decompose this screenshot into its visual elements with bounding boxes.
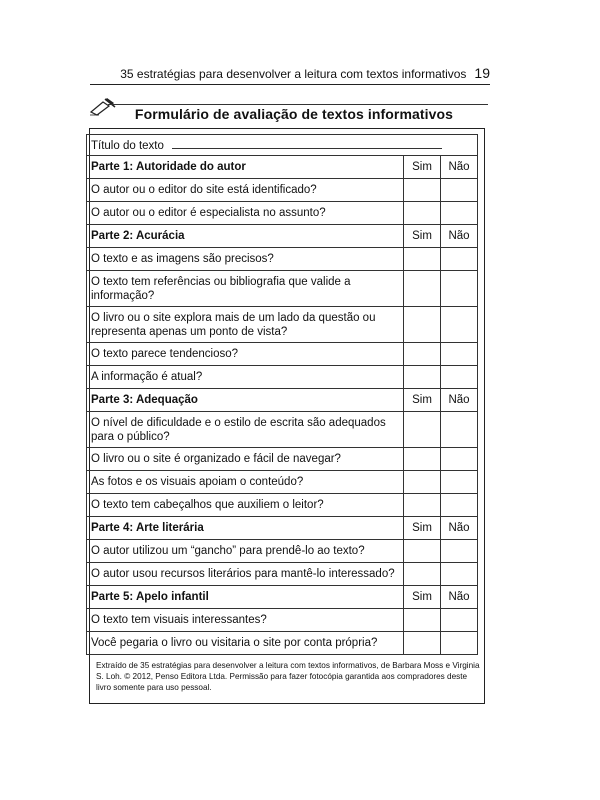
- page-number: 19: [474, 65, 490, 81]
- question-text: As fotos e os visuais apoiam o conteúdo?: [87, 471, 404, 494]
- text-title-blank[interactable]: [172, 138, 442, 149]
- question-row: [87, 540, 478, 563]
- yes-checkbox-cell[interactable]: [404, 494, 441, 517]
- yes-checkbox-cell[interactable]: [404, 448, 441, 471]
- section-heading: Parte 2: Acurácia: [87, 225, 404, 248]
- yes-checkbox-cell[interactable]: [404, 540, 441, 563]
- question-text: O texto tem visuais interessantes?: [87, 609, 404, 632]
- question-text: Você pegaria o livro ou visitaria o site por conta própria?: [87, 632, 404, 655]
- no-checkbox-cell[interactable]: [441, 248, 478, 271]
- running-header: [90, 64, 490, 85]
- yes-checkbox-cell[interactable]: [404, 179, 441, 202]
- section-heading: Parte 4: Arte literária: [87, 517, 404, 540]
- no-checkbox-cell[interactable]: [441, 494, 478, 517]
- no-checkbox-cell[interactable]: [441, 343, 478, 366]
- no-column-header: Não: [441, 225, 478, 248]
- yes-checkbox-cell[interactable]: [404, 563, 441, 586]
- title-rule: [108, 104, 488, 105]
- question-text: O texto parece tendencioso?: [87, 343, 404, 366]
- yes-column-header: Sim: [404, 389, 441, 412]
- yes-checkbox-cell[interactable]: [404, 366, 441, 389]
- no-column-header: Não: [441, 586, 478, 609]
- question-row: [87, 563, 478, 586]
- book-title: 35 estratégias para desenvolver a leitura com textos informativos: [120, 67, 467, 81]
- no-checkbox-cell[interactable]: [441, 609, 478, 632]
- question-row: [87, 609, 478, 632]
- question-row: [87, 202, 478, 225]
- question-row: [87, 471, 478, 494]
- question-text: O texto tem cabeçalhos que auxiliem o leitor?: [87, 494, 404, 517]
- question-text: O autor ou o editor é especialista no assunto?: [87, 202, 404, 225]
- question-row: [87, 632, 478, 655]
- section-heading: Parte 1: Autoridade do autor: [87, 156, 404, 179]
- section-header-row: [87, 225, 478, 248]
- question-text: O autor utilizou um “gancho” para prendê-lo ao texto?: [87, 540, 404, 563]
- no-checkbox-cell[interactable]: [441, 307, 478, 343]
- question-row: [87, 271, 478, 307]
- yes-checkbox-cell[interactable]: [404, 202, 441, 225]
- no-column-header: Não: [441, 156, 478, 179]
- yes-column-header: Sim: [404, 156, 441, 179]
- yes-checkbox-cell[interactable]: [404, 248, 441, 271]
- question-text: O texto e as imagens são precisos?: [87, 248, 404, 271]
- no-checkbox-cell[interactable]: [441, 179, 478, 202]
- yes-checkbox-cell[interactable]: [404, 412, 441, 448]
- no-checkbox-cell[interactable]: [441, 471, 478, 494]
- question-row: [87, 494, 478, 517]
- question-text: O autor usou recursos literários para mantê-lo interessado?: [87, 563, 404, 586]
- no-checkbox-cell[interactable]: [441, 202, 478, 225]
- no-checkbox-cell[interactable]: [441, 271, 478, 307]
- question-text: O livro ou o site explora mais de um lado da questão ou representa apenas um ponto de vista?: [87, 307, 404, 343]
- question-text: A informação é atual?: [87, 366, 404, 389]
- no-checkbox-cell[interactable]: [441, 366, 478, 389]
- yes-checkbox-cell[interactable]: [404, 471, 441, 494]
- text-title-row: [87, 135, 478, 156]
- yes-column-header: Sim: [404, 586, 441, 609]
- question-row: [87, 248, 478, 271]
- form-title: Formulário de avaliação de textos informativos: [134, 106, 454, 122]
- evaluation-table: [86, 134, 478, 655]
- no-checkbox-cell[interactable]: [441, 563, 478, 586]
- section-header-row: [87, 586, 478, 609]
- no-checkbox-cell[interactable]: [441, 448, 478, 471]
- yes-checkbox-cell[interactable]: [404, 343, 441, 366]
- question-text: O texto tem referências ou bibliografia que valide a informação?: [87, 271, 404, 307]
- yes-checkbox-cell[interactable]: [404, 307, 441, 343]
- no-column-header: Não: [441, 389, 478, 412]
- question-text: O nível de dificuldade e o estilo de escrita são adequados para o público?: [87, 412, 404, 448]
- section-heading: Parte 3: Adequação: [87, 389, 404, 412]
- no-checkbox-cell[interactable]: [441, 632, 478, 655]
- text-title-label: Título do texto: [91, 139, 164, 152]
- question-row: [87, 448, 478, 471]
- section-header-row: [87, 517, 478, 540]
- yes-checkbox-cell[interactable]: [404, 609, 441, 632]
- question-text: O livro ou o site é organizado e fácil de navegar?: [87, 448, 404, 471]
- section-header-row: [87, 389, 478, 412]
- yes-checkbox-cell[interactable]: [404, 632, 441, 655]
- question-row: [87, 307, 478, 343]
- question-text: O autor ou o editor do site está identificado?: [87, 179, 404, 202]
- no-checkbox-cell[interactable]: [441, 412, 478, 448]
- yes-checkbox-cell[interactable]: [404, 271, 441, 307]
- section-header-row: [87, 156, 478, 179]
- yes-column-header: Sim: [404, 517, 441, 540]
- question-row: [87, 179, 478, 202]
- text-title-cell[interactable]: [87, 135, 478, 156]
- question-row: [87, 412, 478, 448]
- question-row: [87, 343, 478, 366]
- yes-column-header: Sim: [404, 225, 441, 248]
- section-heading: Parte 5: Apelo infantil: [87, 586, 404, 609]
- no-checkbox-cell[interactable]: [441, 540, 478, 563]
- no-column-header: Não: [441, 517, 478, 540]
- question-row: [87, 366, 478, 389]
- credit-note: Extraído de 35 estratégias para desenvolver a leitura com textos informativos, de Barbara Moss e Virginia S. Loh. © 2012, Penso Editora Ltda. Permissão para fazer fotocópia garantida aos compradores deste livro somente para uso pessoal.: [96, 661, 480, 692]
